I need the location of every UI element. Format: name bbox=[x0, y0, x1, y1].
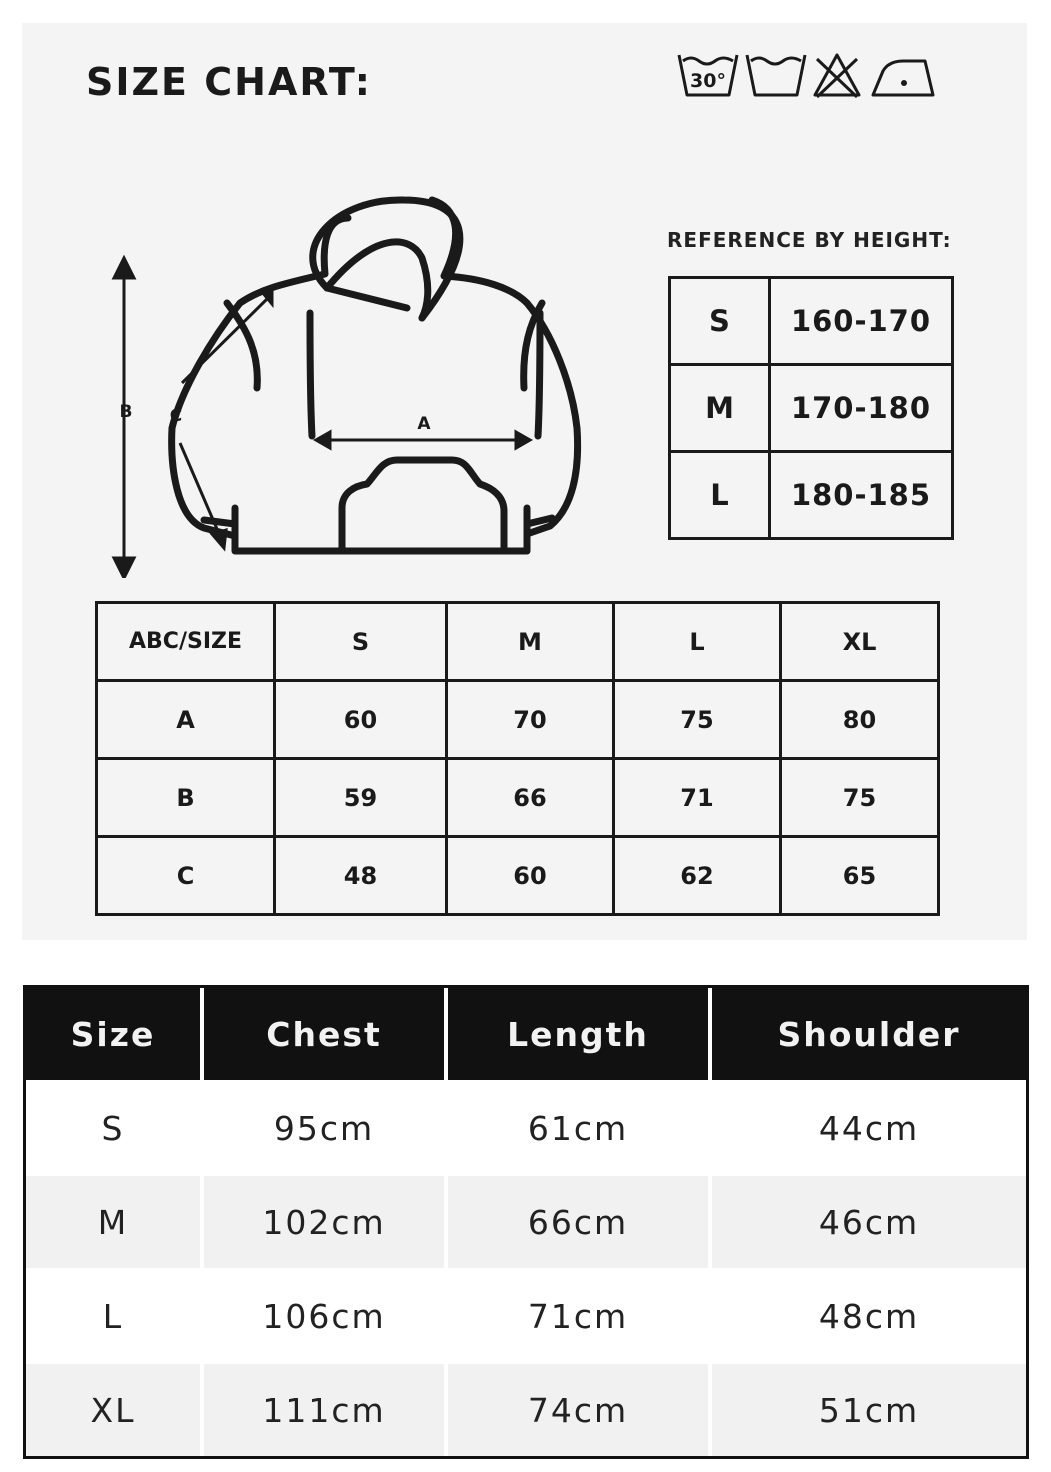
no-bleach-icon bbox=[815, 55, 859, 97]
table-cell: 102cm bbox=[200, 1174, 444, 1268]
table-cell: 62 bbox=[614, 837, 781, 915]
column-header: Chest bbox=[200, 988, 444, 1080]
table-cell: XL bbox=[26, 1362, 200, 1456]
table-header-row bbox=[97, 603, 939, 681]
table-row bbox=[97, 759, 939, 837]
table-cell: C bbox=[97, 837, 275, 915]
hand-wash-icon bbox=[747, 55, 805, 95]
ref-height-cell: 160-170 bbox=[770, 278, 953, 365]
column-header: XL bbox=[781, 603, 939, 681]
table-cell: 111cm bbox=[200, 1362, 444, 1456]
table-row bbox=[26, 1174, 1026, 1268]
wash-temp-label: 30° bbox=[690, 70, 726, 92]
column-header: Length bbox=[444, 988, 708, 1080]
table-header-row bbox=[26, 988, 1026, 1080]
table-cell: M bbox=[26, 1174, 200, 1268]
table-cell: 51cm bbox=[708, 1362, 1026, 1456]
column-header: ABC/SIZE bbox=[97, 603, 275, 681]
table-cell: 46cm bbox=[708, 1174, 1026, 1268]
column-header: L bbox=[614, 603, 781, 681]
table-cell: 70 bbox=[447, 681, 614, 759]
table-cell: 61cm bbox=[444, 1080, 708, 1174]
table-cell: B bbox=[97, 759, 275, 837]
care-icons bbox=[677, 49, 937, 101]
table-row bbox=[670, 365, 953, 452]
ref-height-cell: 170-180 bbox=[770, 365, 953, 452]
table-cell: L bbox=[26, 1268, 200, 1362]
table-row bbox=[26, 1268, 1026, 1362]
ref-size-cell: S bbox=[670, 278, 770, 365]
hoodie-diagram bbox=[72, 178, 642, 578]
table-cell: 48 bbox=[275, 837, 447, 915]
abc-size-table bbox=[95, 601, 940, 916]
ref-size-cell: M bbox=[670, 365, 770, 452]
table-row bbox=[670, 452, 953, 539]
table-cell: 71cm bbox=[444, 1268, 708, 1362]
table-row bbox=[670, 278, 953, 365]
label-c: C bbox=[169, 406, 183, 426]
table-cell: 95cm bbox=[200, 1080, 444, 1174]
table-cell: 66cm bbox=[444, 1174, 708, 1268]
table-cell: A bbox=[97, 681, 275, 759]
height-reference-title: REFERENCE BY HEIGHT: bbox=[667, 228, 952, 252]
table-cell: 59 bbox=[275, 759, 447, 837]
table-row bbox=[97, 837, 939, 915]
label-a: A bbox=[417, 414, 431, 434]
table-cell: 71 bbox=[614, 759, 781, 837]
ref-size-cell: L bbox=[670, 452, 770, 539]
column-header: M bbox=[447, 603, 614, 681]
size-chart-panel bbox=[22, 23, 1027, 940]
table-cell: 65 bbox=[781, 837, 939, 915]
table-row bbox=[97, 681, 939, 759]
table-cell: 74cm bbox=[444, 1362, 708, 1456]
table-cell: 75 bbox=[614, 681, 781, 759]
table-cell: 48cm bbox=[708, 1268, 1026, 1362]
iron-low-icon bbox=[873, 61, 933, 95]
table-row bbox=[26, 1362, 1026, 1456]
table-cell: 66 bbox=[447, 759, 614, 837]
hoodie-outline bbox=[169, 200, 578, 551]
table-cell: 80 bbox=[781, 681, 939, 759]
column-header: Shoulder bbox=[708, 988, 1026, 1080]
wash-30-icon bbox=[679, 55, 737, 95]
table-cell: S bbox=[26, 1080, 200, 1174]
table-row bbox=[26, 1080, 1026, 1174]
column-header: Size bbox=[26, 988, 200, 1080]
size-chart-title: SIZE CHART: bbox=[86, 60, 372, 104]
measurement-table bbox=[23, 985, 1029, 1459]
table-cell: 44cm bbox=[708, 1080, 1026, 1174]
table-cell: 60 bbox=[275, 681, 447, 759]
table-cell: 60 bbox=[447, 837, 614, 915]
table-cell: 106cm bbox=[200, 1268, 444, 1362]
column-header: S bbox=[275, 603, 447, 681]
height-reference-table bbox=[668, 276, 954, 540]
table-cell: 75 bbox=[781, 759, 939, 837]
label-b: B bbox=[119, 402, 133, 422]
ref-height-cell: 180-185 bbox=[770, 452, 953, 539]
